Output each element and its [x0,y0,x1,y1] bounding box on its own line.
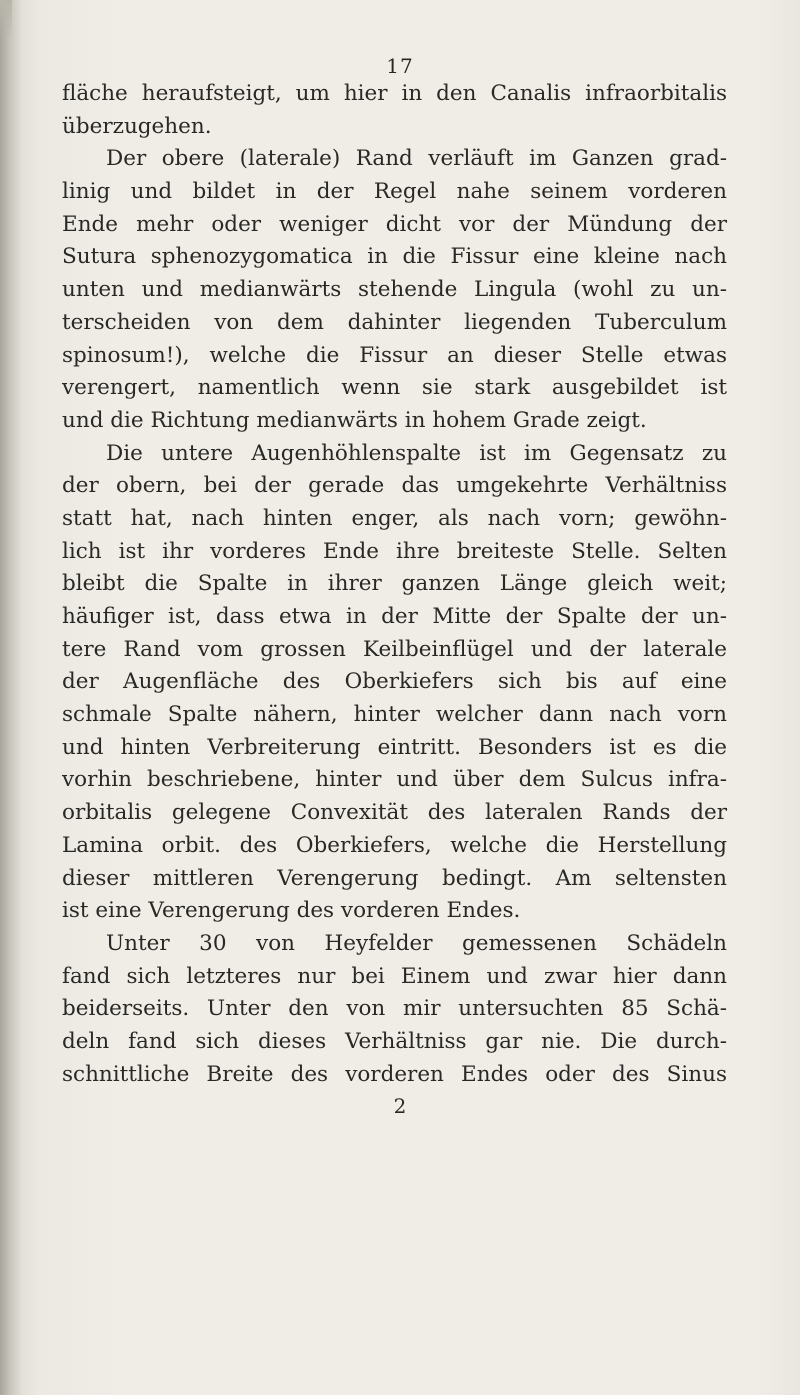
text-line: überzugehen. [62,113,212,139]
text-line: schnittliche Breite des vorderen Endes oder des Sinus [62,1061,727,1087]
text-line: tere Rand vom grossen Keilbeinflügel und der laterale [62,636,727,662]
text-line: lich ist ihr vorderes Ende ihre breiteste Stelle. Selten [62,538,727,564]
text-line: bleibt die Spalte in ihrer ganzen Länge gleich weit; [62,571,727,597]
text-line: fläche heraufsteigt, um hier in den Canalis infraorbitalis [62,81,727,106]
body-text [62,78,727,1091]
text-line: Der obere (laterale) Rand verläuft im Ganzen grad- [106,146,727,172]
text-line: häufiger ist, dass etwa in der Mitte der Spalte der un- [62,604,727,629]
text-line: statt hat, nach hinten enger, als nach vorn; gewöhn- [62,505,727,531]
text-line: verengert, namentlich wenn sie stark ausgebildet ist [62,375,727,401]
text-line: beiderseits. Unter den von mir untersuchten 85 Schä- [62,996,727,1022]
text-line: unten und medianwärts stehende Lingula (wohl zu un- [62,277,727,303]
text-line: Sutura sphenozygomatica in die Fissur eine kleine nach [62,244,727,270]
binding-edge-shadow [0,0,22,1395]
text-line: terscheiden von dem dahinter liegenden Tuberculum [62,309,727,335]
text-line: Unter 30 von Heyfelder gemessenen Schädeln [106,930,727,956]
text-line: vorhin beschriebene, hinter und über dem Sulcus infra- [62,767,727,793]
corner-stain [0,0,12,40]
text-line: Die untere Augenhöhlenspalte ist im Gegensatz zu [106,440,727,466]
text-line: dieser mittleren Verengerung bedingt. Am seltensten [62,865,727,891]
text-line: Ende mehr oder weniger dicht vor der Mündung der [62,211,727,237]
text-line: linig und bildet in der Regel nahe seinem vorderen [62,179,727,205]
text-line: der Augenfläche des Oberkiefers sich bis auf eine [62,669,727,695]
printer-signature-mark: 2 [393,1093,407,1118]
text-line: orbitalis gelegene Convexität des lateralen Rands der [62,800,727,826]
text-line: deln fand sich dieses Verhältniss gar nie. Die durch- [62,1028,727,1054]
text-line: und die Richtung medianwärts in hohem Grade zeigt. [62,407,647,433]
text-line: fand sich letzteres nur bei Einem und zwar hier dann [62,963,727,989]
text-line: und hinten Verbreiterung eintritt. Besonders ist es die [62,734,727,760]
text-line: spinosum!), welche die Fissur an dieser Stelle etwas [62,342,727,368]
text-line: ist eine Verengerung des vorderen Endes. [62,898,521,924]
text-line: schmale Spalte nähern, hinter welcher dann nach vorn [62,702,727,728]
text-line: der obern, bei der gerade das umgekehrte Verhältniss [62,473,727,499]
text-line: Lamina orbit. des Oberkiefers, welche die Herstellung [62,832,727,858]
page-number: 17 [386,54,414,78]
